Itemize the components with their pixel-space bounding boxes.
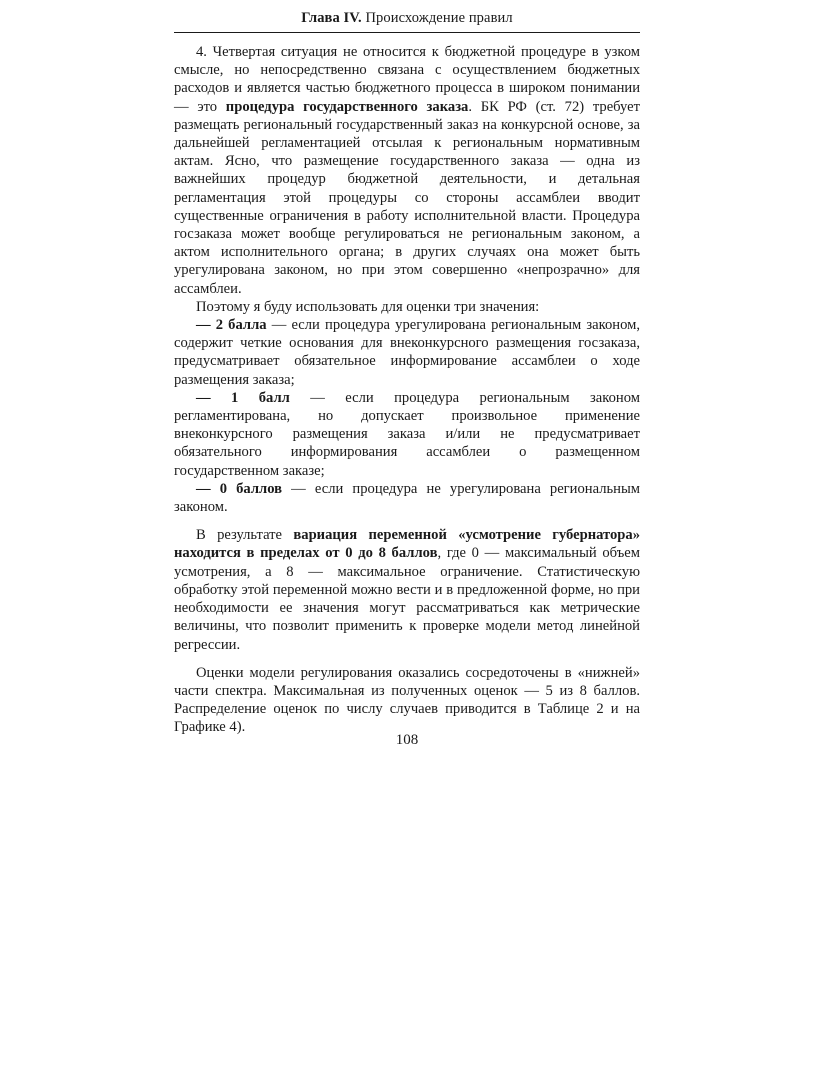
chapter-label: Глава IV. xyxy=(301,10,362,26)
body-text xyxy=(174,43,640,737)
paragraph xyxy=(174,43,640,298)
paragraph xyxy=(174,526,640,653)
list-item xyxy=(174,480,640,516)
page-number: 108 xyxy=(395,732,419,748)
score-label: — 1 балл xyxy=(196,389,290,406)
paragraph: Поэтому я буду использовать для оценки три значения: xyxy=(196,298,540,315)
paragraph-text: , где 0 — максимальный объем усмотрения, а 8 — максимальное ограничение. Статистическую обработку этой переменной можно вести и в предложенной форме, но при необходимости ее значения могут рассматриваться как метрические величины, что позволит применить к проверке модели метод линейной регрессии. xyxy=(174,545,640,653)
book-page xyxy=(174,8,641,748)
running-head xyxy=(174,8,640,33)
list-item-text: — если процедура урегулирована региональным законом, содержит четкие основания для внеконкурсного размещения госзаказа, предусматривает обязательное информирование ассамблеи о ходе размещения заказа; xyxy=(174,317,640,388)
list-item-text: — если процедура не урегулирована региональным законом. xyxy=(174,480,640,516)
chapter-title: Происхождение правил xyxy=(365,10,513,26)
paragraph: Оценки модели регулирования оказались сосредоточены в «нижней» части спектра. Максимальная из полученных оценок — 5 из 8 баллов. Распределение оценок по числу случаев приводится в Таблице 2 и на Графике 4). xyxy=(174,664,640,736)
score-label: — 0 баллов xyxy=(196,480,283,497)
paragraph-text: В результате xyxy=(196,527,294,544)
list-item xyxy=(174,316,640,389)
score-label: — 2 балла xyxy=(196,317,267,334)
list-item-text: — если процедура региональным законом регламентирована, но допускает произвольное применение внеконкурсного размещения заказа и/или не предусматривает обязательного информирования ассамблеи о размещенном государственном заказе; xyxy=(174,389,640,479)
paragraph-text: 4. Четвертая ситуация не относится к бюджетной процедуре в узком смысле, но непосредственно связана с осуществлением бюджетных расходов и является частью бюджетного процесса в широком понимании — это xyxy=(174,44,640,115)
paragraph-text: . БК РФ (ст. 72) требует размещать региональный государственный заказ на конкурсной основе, за дальнейшей регламентацией отсылая к региональным нормативным актам. Ясно, что размещение государственного заказа — одна из важнейших процедур бюджетной деятельности, и детальная регламентация этой процедуры со стороны ассамблеи вводит существенные ограничения в работу исполнительной власти. Процедура госзаказа может вообще регулироваться не региональным законом, а актом исполнительного органа; в других случаях она может быть урегулирована законом, но при этом совершенно «непрозрачно» для ассамблеи. xyxy=(174,98,641,297)
bold-term: вариация переменной «усмотрение губернатора» находится в пределах от 0 до 8 баллов xyxy=(174,527,640,562)
bold-term: процедура государственного заказа xyxy=(225,98,469,115)
list-item xyxy=(174,389,640,480)
